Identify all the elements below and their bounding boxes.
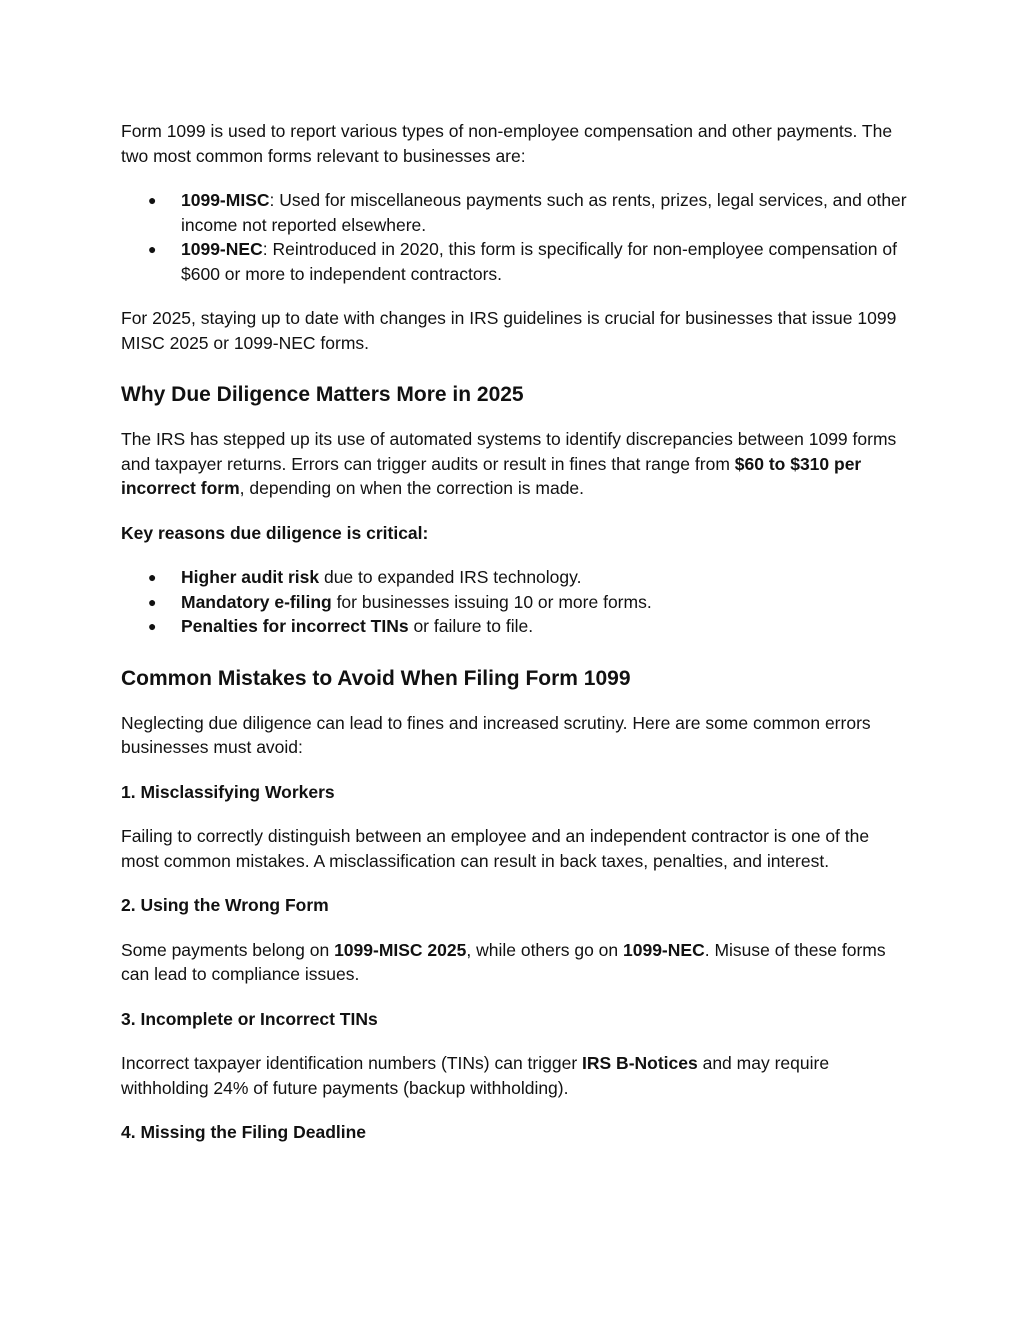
m3-text-c: and may require withholding 24% of future payments (backup withholding). — [121, 1053, 830, 1098]
reason-text: due to expanded IRS technology. — [319, 567, 582, 587]
list-item — [121, 614, 911, 639]
form-description: : Used for miscellaneous payments such as rents, prizes, legal services, and other income not reported elsewhere. — [181, 190, 907, 235]
key-reasons-label: Key reasons due diligence is critical: — [121, 522, 429, 543]
m2-text-a: Some payments belong on — [121, 939, 335, 960]
mistake-text-1: Failing to correctly distinguish between an employee and an independent contractor is one of the most common mistakes. A misclassification can result in back taxes, penalties, and interest. — [121, 826, 870, 871]
why-text-end: , depending on when the correction is made. — [239, 478, 585, 498]
form-label: 1099-NEC — [181, 239, 263, 259]
mistake-title-1: 1. Misclassifying Workers — [121, 781, 335, 802]
reason-bold: Mandatory e-filing — [181, 591, 332, 612]
form-types-list — [121, 188, 911, 286]
m2-bold-misc: 1099-MISC 2025 — [334, 939, 467, 960]
form-description: : Reintroduced in 2020, this form is specifically for non-employee compensation of $600 or more to independent contractors. — [181, 239, 897, 284]
why-paragraph — [121, 427, 911, 501]
m3-text-a: Incorrect taxpayer identification numbers (TINs) can trigger — [121, 1053, 583, 1073]
m3-bold: IRS B-Notices — [582, 1053, 698, 1073]
list-item — [121, 188, 911, 237]
mistake-title-2: 2. Using the Wrong Form — [121, 895, 329, 915]
mistake-text-3 — [121, 1051, 911, 1100]
m2-text-d: . Misuse of these forms can lead to compliance issues. — [121, 939, 886, 984]
bullet-icon: ● — [148, 569, 157, 585]
section-heading-why: Why Due Diligence Matters More in 2025 — [121, 383, 524, 406]
key-reasons-list — [121, 565, 911, 639]
reason-bold: Higher audit risk — [181, 567, 320, 587]
section-heading-mistakes: Common Mistakes to Avoid When Filing Form 1099 — [121, 666, 631, 690]
intro-paragraph: Form 1099 is used to report various types of non-employee compensation and other payments. The two most common forms relevant to businesses are: — [121, 121, 893, 166]
mistake-title-3: 3. Incomplete or Incorrect TINs — [121, 1008, 378, 1029]
reason-text: or failure to file. — [408, 616, 534, 636]
bullet-icon: ● — [148, 593, 157, 610]
m2-text-c: , while others go on — [466, 939, 623, 960]
fine-range: $60 to $310 per incorrect form — [121, 453, 862, 498]
reason-bold: Penalties for incorrect TINs — [181, 616, 409, 636]
intro-paragraph-2: For 2025, staying up to date with changes in IRS guidelines is crucial for businesses that issue 1099 MISC 2025 or 1099-NEC forms. — [121, 308, 897, 353]
bullet-icon: ● — [148, 241, 157, 257]
reason-text: for businesses issuing 10 or more forms. — [331, 591, 652, 612]
m2-bold-nec: 1099-NEC — [623, 939, 705, 960]
list-item — [121, 565, 911, 590]
mistakes-intro: Neglecting due diligence can lead to fines and increased scrutiny. Here are some common errors businesses must avoid: — [121, 712, 871, 757]
bullet-icon: ● — [148, 618, 157, 634]
mistake-text-2 — [121, 938, 911, 987]
list-item — [121, 237, 911, 286]
document-body — [121, 119, 911, 1165]
bullet-icon: ● — [148, 192, 157, 208]
why-text-start: The IRS has stepped up its use of automated systems to identify discrepancies between 1099 forms and taxpayer returns. Errors can trigger audits or result in fines that range from — [121, 429, 897, 474]
form-label: 1099-MISC — [181, 190, 270, 210]
mistake-title-4: 4. Missing the Filing Deadline — [121, 1122, 367, 1142]
list-item — [121, 590, 911, 615]
